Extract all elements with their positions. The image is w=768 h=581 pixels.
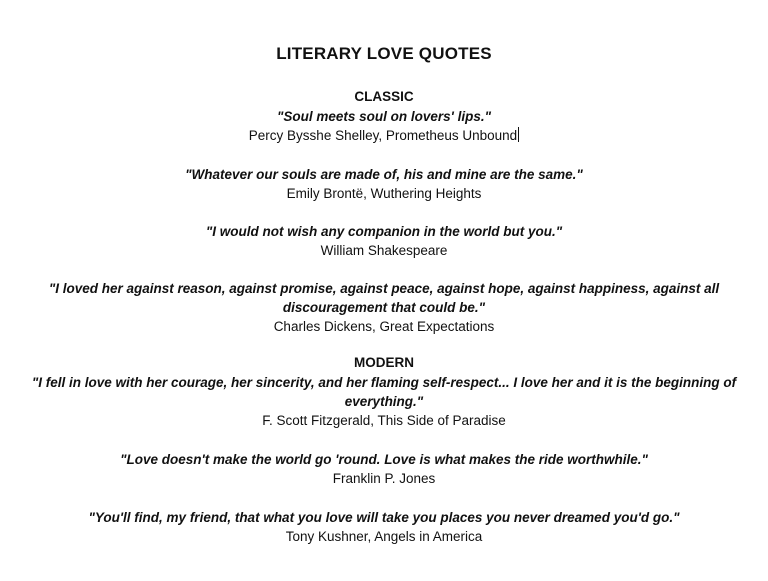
quote-attribution: Emily Brontë, Wuthering Heights	[286, 186, 482, 201]
quote-text: "You'll find, my friend, that what you love will take you places you never dreamed you'd go."	[88, 510, 680, 525]
quote-attribution: Franklin P. Jones	[332, 471, 436, 486]
document-title: LITERARY LOVE QUOTES	[276, 44, 492, 63]
quote-text: "Love doesn't make the world go 'round. Love is what makes the ride worthwhile."	[120, 452, 648, 467]
text-cursor	[518, 127, 519, 142]
quote-text: "Whatever our souls are made of, his and mine are the same."	[185, 167, 583, 182]
section-heading-classic: CLASSIC	[354, 89, 414, 104]
quote-text: "I loved her against reason, against promise, against peace, against hope, against happiness, against all discouragement that could be."	[48, 281, 720, 315]
quote-text: "Soul meets soul on lovers' lips."	[276, 109, 492, 124]
quote-attribution: Charles Dickens, Great Expectations	[273, 319, 495, 334]
attribution-text: Percy Bysshe Shelley, Prometheus Unbound	[248, 128, 518, 143]
quote-attribution: William Shakespeare	[320, 243, 448, 258]
quote-text: "I fell in love with her courage, her sincerity, and her flaming self-respect... I love her and it is the beginning of everything."	[31, 375, 737, 409]
quote-text: "I would not wish any companion in the world but you."	[205, 224, 563, 239]
quote-attribution: Tony Kushner, Angels in America	[285, 529, 483, 544]
quote-attribution	[0, 126, 768, 145]
quote-attribution: F. Scott Fitzgerald, This Side of Paradise	[262, 413, 506, 428]
section-heading-modern: MODERN	[354, 355, 414, 370]
